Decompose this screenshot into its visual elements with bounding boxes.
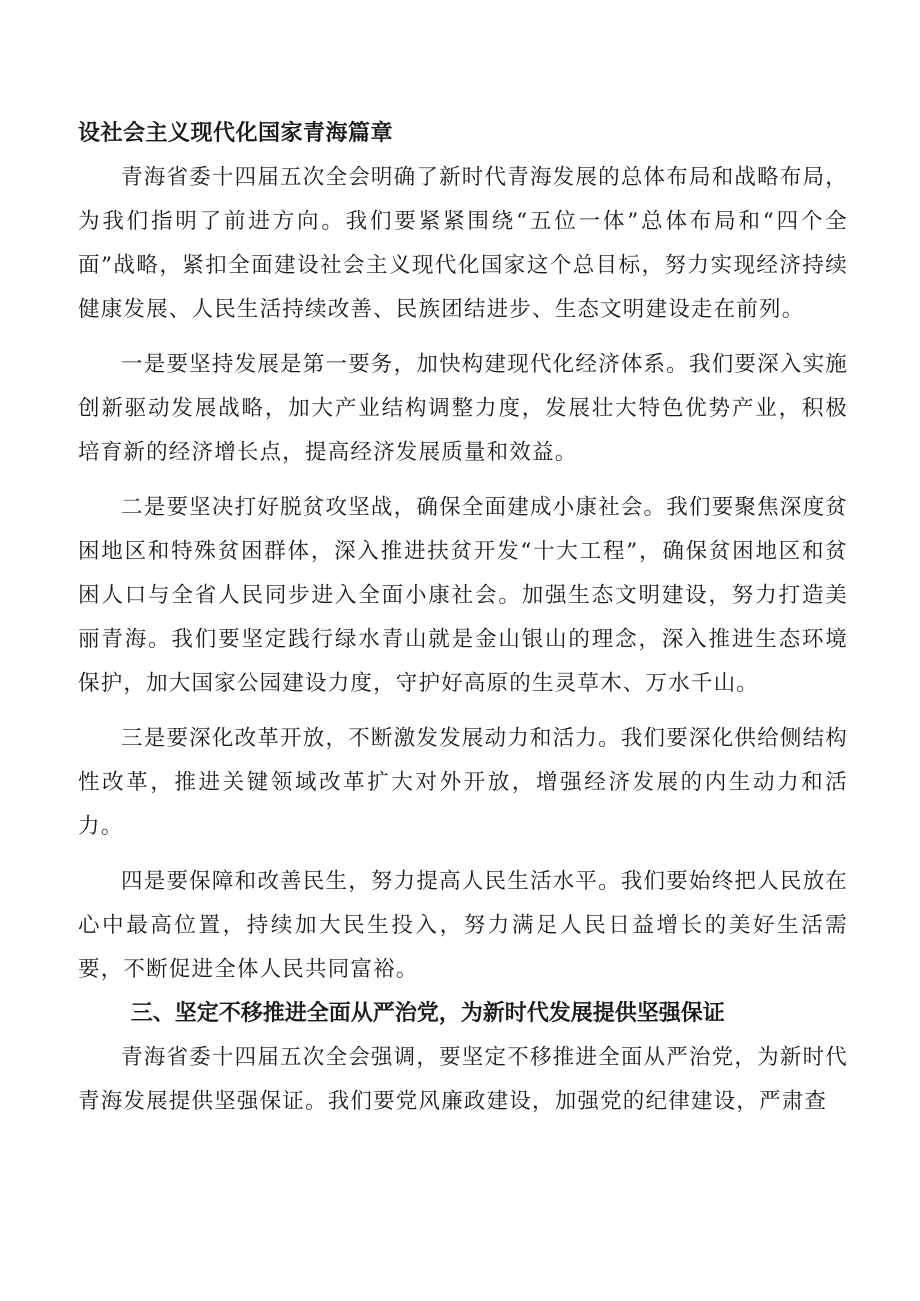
- section-heading-three: 三、坚定不移推进全面从严治党，为新时代发展提供坚强保证: [130, 1001, 725, 1026]
- paragraph-point-one: 一是要坚持发展是第一要务，加快构建现代化经济体系。我们要深入实施创新驱动发展战略，加大产业结构调整力度，发展壮大特色优势产业，积极培育新的经济增长点，提高经济发展质量和效益。: [78, 352, 848, 465]
- paragraph-overall-layout: 青海省委十四届五次全会明确了新时代青海发展的总体布局和战略布局，为我们指明了前进方向。我们要紧紧围绕“五位一体”总体布局和“四个全面”战略，紧扣全面建设社会主义现代化国家这个总目标，努力实现经济持续健康发展、人民生活持续改善、民族团结进步、生态文明建设走在前列。: [78, 165, 848, 322]
- paragraph-party-governance: 青海省委十四届五次全会强调，要坚定不移推进全面从严治党，为新时代青海发展提供坚强保证。我们要党风廉政建设，加强党的纪律建设，严肃查: [78, 1045, 848, 1114]
- paragraph-point-three: 三是要深化改革开放，不断激发发展动力和活力。我们要深化供给侧结构性改革，推进关键领域改革扩大对外开放，增强经济发展的内生动力和活力。: [78, 726, 848, 839]
- paragraph-point-two: 二是要坚决打好脱贫攻坚战，确保全面建成小康社会。我们要聚焦深度贫困地区和特殊贫困群体，深入推进扶贫开发“十大工程”，确保贫困地区和贫困人口与全省人民同步进入全面小康社会。加强生态文明建设，努力打造美丽青海。我们要坚定践行绿水青山就是金山银山的理念，深入推进生态环境保护，加大国家公园建设力度，守护好高原的生灵草木、万水千山。: [78, 495, 848, 696]
- document-body: [78, 112, 848, 1124]
- section-heading-continued: 设社会主义现代化国家青海篇章: [78, 121, 394, 146]
- paragraph-point-four: 四是要保障和改善民生，努力提高人民生活水平。我们要始终把人民放在心中最高位置，持续加大民生投入，努力满足人民日益增长的美好生活需要，不断促进全体人民共同富裕。: [78, 869, 848, 982]
